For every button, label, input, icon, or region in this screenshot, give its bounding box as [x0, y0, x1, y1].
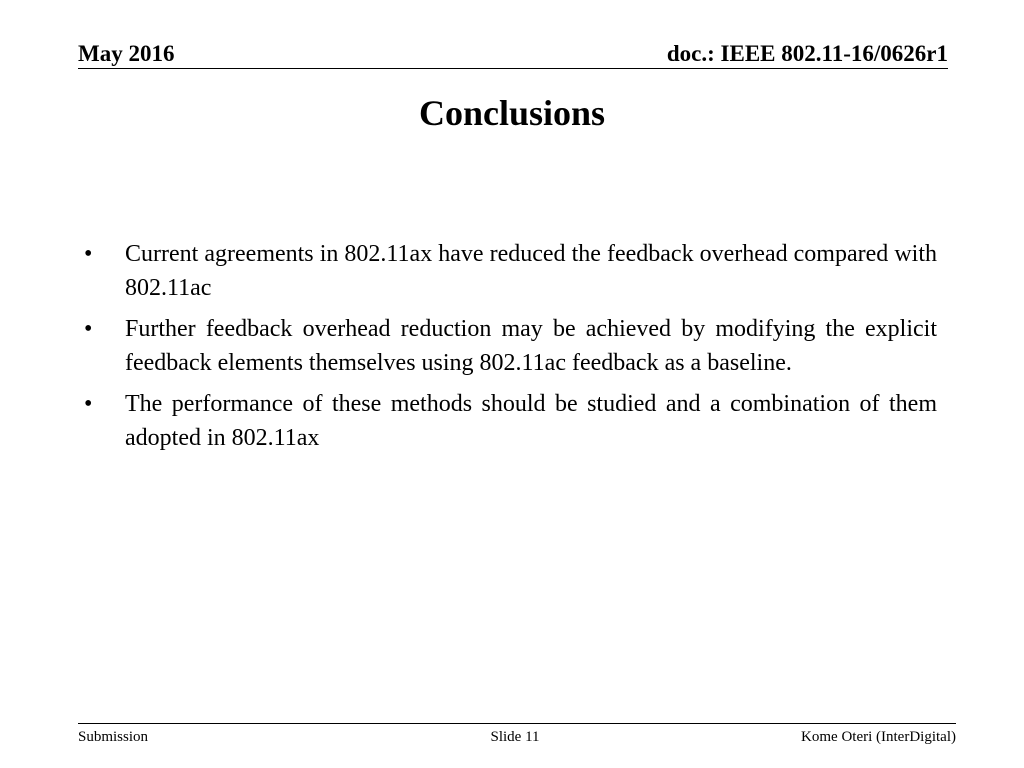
bullet-icon: •	[84, 391, 93, 417]
bullet-text: Current agreements in 802.11ax have reduced the feedback overhead compared with 802.11ac	[125, 241, 937, 301]
bullet-item	[84, 237, 937, 305]
bullet-icon: •	[84, 241, 93, 267]
header-date: May 2016	[78, 41, 175, 66]
footer-slide-number: Slide 11	[490, 729, 540, 745]
bullet-text: Further feedback overhead reduction may be achieved by modifying the explicit feedback elements themselves using 802.11ac feedback as a baseline.	[125, 316, 937, 376]
bullet-text: The performance of these methods should be studied and a combination of them adopted in 802.11ax	[125, 391, 937, 451]
bullet-icon: •	[84, 316, 93, 342]
header-doc-id: doc.: IEEE 802.11-16/0626r1	[666, 41, 948, 66]
bullet-list	[84, 237, 937, 462]
bullet-item	[84, 312, 937, 380]
footer-author: Kome Oteri (InterDigital)	[801, 729, 956, 745]
slide-title: Conclusions	[418, 93, 606, 133]
header-divider	[78, 68, 948, 69]
footer-submission: Submission	[78, 729, 149, 745]
footer-divider	[78, 723, 956, 724]
bullet-item	[84, 387, 937, 455]
